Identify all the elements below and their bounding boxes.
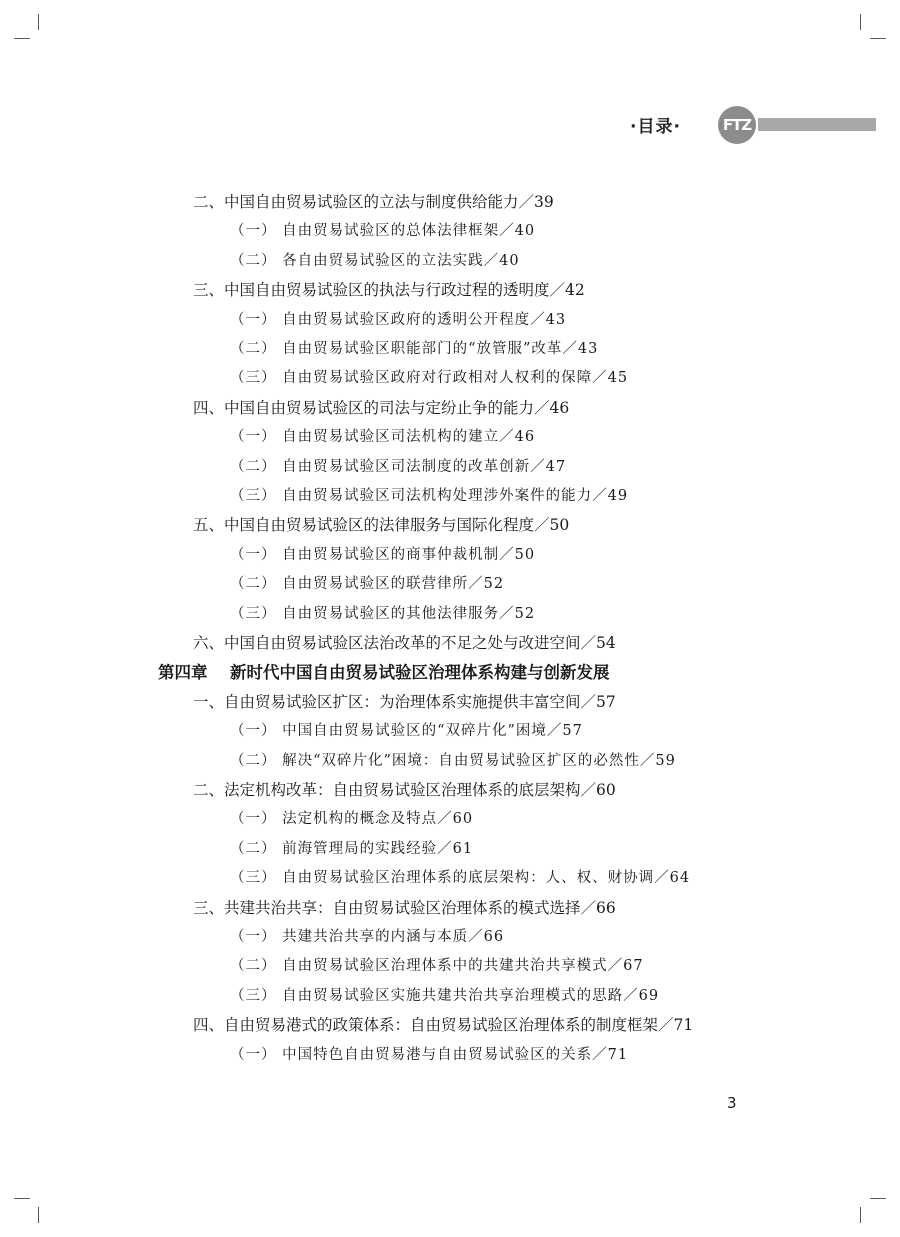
- toc-entry-text: 二、中国自由贸易试验区的立法与制度供给能力／39: [193, 193, 554, 211]
- toc-entry-text: 六、中国自由贸易试验区法治改革的不足之处与改进空间／54: [193, 634, 616, 652]
- crop-mark: [870, 1198, 886, 1199]
- toc-entry-text: 五、中国自由贸易试验区的法律服务与国际化程度／50: [193, 516, 570, 534]
- toc-entry-sub: [230, 835, 473, 864]
- toc-entry-section: [193, 629, 616, 658]
- toc-entry-section: [193, 776, 616, 805]
- toc-entry-text: （二） 自由贸易试验区司法制度的改革创新／47: [230, 459, 567, 475]
- chapter-number: 第四章: [158, 663, 208, 682]
- header-label: ·目录·: [630, 117, 681, 137]
- toc-entry-text: （二） 自由贸易试验区职能部门的“放管服”改革／43: [230, 341, 599, 357]
- toc-entry-section: [193, 688, 616, 717]
- toc-entry-sub: [230, 217, 535, 246]
- toc-entry-sub: [230, 805, 473, 834]
- toc-entry-text: （一） 共建共治共享的内涵与本质／66: [230, 929, 505, 945]
- toc-entry-text: 三、中国自由贸易试验区的执法与行政过程的透明度／42: [193, 281, 585, 299]
- toc-entry-text: 三、共建共治共享：自由贸易试验区治理体系的模式选择／66: [193, 899, 616, 917]
- toc-entry-text: （三） 自由贸易试验区的其他法律服务／52: [230, 606, 536, 622]
- crop-mark: [38, 1207, 39, 1223]
- toc-entry-section: [193, 894, 616, 923]
- toc-entry-text: （一） 中国特色自由贸易港与自由贸易试验区的关系／71: [230, 1047, 629, 1063]
- toc-entry-text: （二） 各自由贸易试验区的立法实践／40: [230, 253, 520, 269]
- logo-text: FTZ: [722, 116, 752, 134]
- toc-entry-text: （一） 自由贸易试验区的总体法律框架／40: [230, 223, 536, 239]
- toc-entry-sub: [230, 482, 628, 511]
- crop-mark: [860, 1207, 861, 1223]
- toc-entry-sub: [230, 717, 583, 746]
- header-bar: [758, 118, 876, 131]
- toc-entry-sub: [230, 423, 535, 452]
- toc-entry-sub: [230, 306, 566, 335]
- toc-entry-text: 四、自由贸易港式的政策体系：自由贸易试验区治理体系的制度框架／71: [193, 1016, 694, 1034]
- crop-mark: [860, 14, 861, 30]
- toc-entry-sub: [230, 247, 520, 276]
- toc-entry-sub: [230, 335, 598, 364]
- toc-entry-sub: [230, 1041, 628, 1070]
- toc-entry-text: （一） 自由贸易试验区司法机构的建立／46: [230, 429, 536, 445]
- toc-entry-text: （二） 前海管理局的实践经验／61: [230, 841, 474, 857]
- toc-entry-sub: [230, 864, 690, 893]
- toc-entry-text: 二、法定机构改革：自由贸易试验区治理体系的底层架构／60: [193, 781, 616, 799]
- crop-mark: [14, 1198, 30, 1199]
- toc-entry-sub: [230, 364, 628, 393]
- toc-entry-text: 四、中国自由贸易试验区的司法与定纷止争的能力／46: [193, 399, 570, 417]
- toc-entry-sub: [230, 952, 644, 981]
- toc-entry-sub: [230, 600, 535, 629]
- page-number: 3: [727, 1094, 737, 1112]
- toc-entry-sub: [230, 923, 504, 952]
- toc-entry-text: （三） 自由贸易试验区司法机构处理涉外案件的能力／49: [230, 488, 629, 504]
- toc-entry-chapter: [158, 658, 610, 687]
- crop-mark: [14, 38, 30, 39]
- toc-entry-text: （三） 自由贸易试验区实施共建共治共享治理模式的思路／69: [230, 988, 660, 1004]
- crop-mark: [870, 38, 886, 39]
- ftz-logo-icon: [718, 106, 756, 144]
- toc-entry-section: [193, 511, 569, 540]
- toc-entry-text: 新时代中国自由贸易试验区治理体系构建与创新发展: [230, 663, 610, 682]
- toc-entry-sub: [230, 747, 676, 776]
- toc-entry-section: [193, 188, 554, 217]
- toc-entry-text: （三） 自由贸易试验区政府对行政相对人权利的保障／45: [230, 370, 629, 386]
- toc-entry-text: （三） 自由贸易试验区治理体系的底层架构：人、权、财协调／64: [230, 870, 691, 886]
- toc-entry-text: （二） 解决“双碎片化”困境：自由贸易试验区扩区的必然性／59: [230, 753, 676, 769]
- toc-entry-text: （一） 中国自由贸易试验区的“双碎片化”困境／57: [230, 723, 583, 739]
- toc-entry-section: [193, 276, 585, 305]
- toc-entry-text: 一、自由贸易试验区扩区：为治理体系实施提供丰富空间／57: [193, 693, 616, 711]
- toc-entry-sub: [230, 570, 504, 599]
- toc-entry-text: （一） 自由贸易试验区政府的透明公开程度／43: [230, 312, 567, 328]
- toc-entry-sub: [230, 982, 659, 1011]
- toc-entry-section: [193, 394, 569, 423]
- running-header: [630, 104, 880, 148]
- toc-entry-text: （二） 自由贸易试验区治理体系中的共建共治共享模式／67: [230, 958, 644, 974]
- toc-entry-sub: [230, 453, 566, 482]
- toc-entry-sub: [230, 541, 535, 570]
- crop-mark: [38, 14, 39, 30]
- toc-entry-text: （一） 法定机构的概念及特点／60: [230, 811, 474, 827]
- toc-entry-section: [193, 1011, 693, 1040]
- toc-entry-text: （一） 自由贸易试验区的商事仲裁机制／50: [230, 547, 536, 563]
- toc-entry-text: （二） 自由贸易试验区的联营律所／52: [230, 576, 505, 592]
